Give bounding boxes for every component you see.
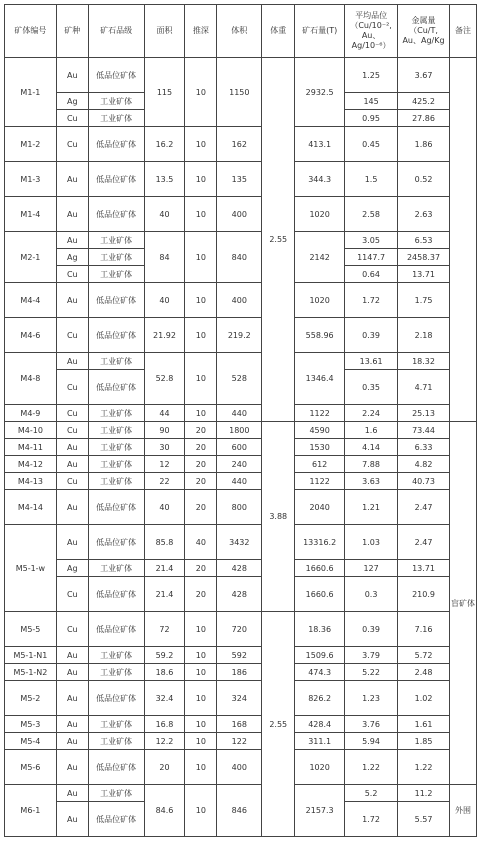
cell-area: 22 (144, 473, 185, 490)
cell-metal: Au (56, 785, 88, 802)
cell-area: 21.4 (144, 560, 185, 577)
cell-metal-amount: 2.47 (398, 490, 450, 525)
cell-depth: 10 (185, 716, 217, 733)
table-row (5, 456, 477, 473)
table-row (5, 681, 477, 716)
cell-volume: 400 (217, 283, 262, 318)
cell-volume: 1150 (217, 58, 262, 127)
cell-area: 20 (144, 750, 185, 785)
table-row (5, 560, 477, 577)
cell-avg-grade: 7.88 (345, 456, 398, 473)
cell-ore-amount: 1020 (295, 750, 345, 785)
cell-area: 30 (144, 439, 185, 456)
cell-metal: Au (56, 490, 88, 525)
cell-metal: Cu (56, 127, 88, 162)
cell-metal-amount: 6.33 (398, 439, 450, 456)
cell-avg-grade: 0.35 (345, 370, 398, 405)
cell-metal: Cu (56, 577, 88, 612)
cell-ore-amount: 1122 (295, 405, 345, 422)
cell-grade-class: 低品位矿体 (88, 802, 144, 837)
cell-volume: 219.2 (217, 318, 262, 353)
cell-volume: 240 (217, 456, 262, 473)
cell-metal: Ag (56, 249, 88, 266)
cell-ore-id: M4-14 (5, 490, 57, 525)
cell-ore-amount: 13316.2 (295, 525, 345, 560)
cell-area: 18.6 (144, 664, 185, 681)
table-row (5, 439, 477, 456)
cell-ore-amount: 18.36 (295, 612, 345, 647)
cell-metal: Au (56, 716, 88, 733)
cell-metal-amount: 210.9 (398, 577, 450, 612)
cell-grade-class: 低品位矿体 (88, 162, 144, 197)
cell-ore-amount: 1020 (295, 283, 345, 318)
cell-avg-grade: 3.79 (345, 647, 398, 664)
cell-volume: 840 (217, 232, 262, 283)
cell-ore-amount: 413.1 (295, 127, 345, 162)
cell-metal: Cu (56, 422, 88, 439)
header-ore-id: 矿体编号 (5, 5, 57, 58)
cell-area: 12 (144, 456, 185, 473)
cell-depth: 10 (185, 197, 217, 232)
cell-volume: 720 (217, 612, 262, 647)
cell-depth: 20 (185, 439, 217, 456)
cell-depth: 20 (185, 577, 217, 612)
table-row (5, 353, 477, 370)
cell-ore-id: M5-6 (5, 750, 57, 785)
cell-metal-amount: 2.48 (398, 664, 450, 681)
cell-ore-id: M5-4 (5, 733, 57, 750)
cell-metal: Cu (56, 266, 88, 283)
cell-volume: 528 (217, 353, 262, 405)
cell-volume: 440 (217, 473, 262, 490)
cell-ore-id: M4-10 (5, 422, 57, 439)
cell-depth: 10 (185, 733, 217, 750)
cell-metal: Cu (56, 110, 88, 127)
cell-grade-class: 工业矿体 (88, 664, 144, 681)
cell-avg-grade: 1.6 (345, 422, 398, 439)
cell-metal-amount: 1.22 (398, 750, 450, 785)
table-row (5, 525, 477, 560)
cell-grade-class: 工业矿体 (88, 473, 144, 490)
cell-avg-grade: 0.95 (345, 110, 398, 127)
cell-metal-amount: 6.53 (398, 232, 450, 249)
cell-metal: Cu (56, 318, 88, 353)
cell-volume: 800 (217, 490, 262, 525)
cell-density: 3.88 (262, 422, 295, 612)
table-row (5, 318, 477, 353)
header-grade-class: 矿石品级 (88, 5, 144, 58)
header-metal: 矿种 (56, 5, 88, 58)
table-row (5, 785, 477, 802)
cell-metal: Au (56, 353, 88, 370)
cell-area: 84.6 (144, 785, 185, 837)
cell-grade-class: 工业矿体 (88, 422, 144, 439)
cell-ore-id: M1-2 (5, 127, 57, 162)
cell-depth: 20 (185, 473, 217, 490)
cell-ore-amount: 1660.6 (295, 560, 345, 577)
cell-depth: 10 (185, 681, 217, 716)
cell-metal-amount: 4.71 (398, 370, 450, 405)
cell-avg-grade: 127 (345, 560, 398, 577)
cell-volume: 122 (217, 733, 262, 750)
cell-area: 32.4 (144, 681, 185, 716)
cell-avg-grade: 1.21 (345, 490, 398, 525)
cell-area: 72 (144, 612, 185, 647)
cell-depth: 20 (185, 490, 217, 525)
cell-avg-grade: 4.14 (345, 439, 398, 456)
table-row (5, 127, 477, 162)
cell-metal-amount: 5.57 (398, 802, 450, 837)
cell-grade-class: 工业矿体 (88, 716, 144, 733)
cell-depth: 10 (185, 58, 217, 127)
cell-ore-amount: 1660.6 (295, 577, 345, 612)
cell-metal: Ag (56, 93, 88, 110)
cell-grade-class: 低品位矿体 (88, 750, 144, 785)
cell-avg-grade: 145 (345, 93, 398, 110)
cell-metal: Au (56, 733, 88, 750)
cell-metal-amount: 7.16 (398, 612, 450, 647)
cell-volume: 3432 (217, 525, 262, 560)
table-row (5, 647, 477, 664)
cell-volume: 135 (217, 162, 262, 197)
cell-ore-amount: 428.4 (295, 716, 345, 733)
cell-volume: 1800 (217, 422, 262, 439)
cell-avg-grade: 1.72 (345, 283, 398, 318)
table-row (5, 405, 477, 422)
cell-depth: 10 (185, 283, 217, 318)
cell-metal: Au (56, 232, 88, 249)
cell-volume: 428 (217, 560, 262, 577)
header-row (5, 5, 477, 58)
cell-metal: Au (56, 664, 88, 681)
cell-ore-id: M5-2 (5, 681, 57, 716)
cell-metal: Au (56, 58, 88, 93)
cell-remark (449, 58, 476, 422)
table-row (5, 473, 477, 490)
cell-metal-amount: 1.61 (398, 716, 450, 733)
cell-ore-amount: 2040 (295, 490, 345, 525)
header-ore-amount: 矿石量(T) (295, 5, 345, 58)
cell-avg-grade: 1.22 (345, 750, 398, 785)
cell-avg-grade: 13.61 (345, 353, 398, 370)
cell-ore-amount: 826.2 (295, 681, 345, 716)
cell-area: 90 (144, 422, 185, 439)
cell-metal: Au (56, 802, 88, 837)
cell-grade-class: 低品位矿体 (88, 681, 144, 716)
cell-metal: Ag (56, 560, 88, 577)
cell-area: 13.5 (144, 162, 185, 197)
table-row (5, 58, 477, 93)
cell-grade-class: 低品位矿体 (88, 525, 144, 560)
cell-depth: 10 (185, 162, 217, 197)
cell-metal: Au (56, 750, 88, 785)
cell-volume: 440 (217, 405, 262, 422)
cell-metal-amount: 4.82 (398, 456, 450, 473)
table-row (5, 716, 477, 733)
cell-metal: Au (56, 162, 88, 197)
cell-metal-amount: 2.18 (398, 318, 450, 353)
cell-metal-amount: 27.86 (398, 110, 450, 127)
cell-grade-class: 低品位矿体 (88, 197, 144, 232)
cell-metal: Au (56, 681, 88, 716)
cell-metal-amount: 11.2 (398, 785, 450, 802)
table-row (5, 577, 477, 612)
cell-ore-id: M1-3 (5, 162, 57, 197)
cell-depth: 40 (185, 525, 217, 560)
cell-remark: 外围 (449, 785, 476, 837)
header-volume: 体积 (217, 5, 262, 58)
cell-area: 52.8 (144, 353, 185, 405)
cell-area: 12.2 (144, 733, 185, 750)
table-row (5, 283, 477, 318)
cell-area: 16.8 (144, 716, 185, 733)
cell-metal-amount: 1.85 (398, 733, 450, 750)
table-row (5, 664, 477, 681)
cell-depth: 10 (185, 232, 217, 283)
cell-avg-grade: 3.05 (345, 232, 398, 249)
cell-grade-class: 工业矿体 (88, 93, 144, 110)
cell-avg-grade: 5.94 (345, 733, 398, 750)
ore-reserve-table-wrapper (4, 4, 477, 837)
cell-ore-amount: 1530 (295, 439, 345, 456)
cell-metal: Au (56, 647, 88, 664)
cell-grade-class: 工业矿体 (88, 353, 144, 370)
cell-avg-grade: 0.3 (345, 577, 398, 612)
cell-avg-grade: 1.72 (345, 802, 398, 837)
header-remark: 备注 (449, 5, 476, 58)
cell-ore-amount: 344.3 (295, 162, 345, 197)
cell-metal: Au (56, 283, 88, 318)
cell-avg-grade: 2.24 (345, 405, 398, 422)
cell-ore-amount: 311.1 (295, 733, 345, 750)
cell-metal: Cu (56, 473, 88, 490)
cell-ore-id: M2-1 (5, 232, 57, 283)
cell-ore-amount: 2142 (295, 232, 345, 283)
cell-ore-id: M4-8 (5, 353, 57, 405)
cell-area: 21.4 (144, 577, 185, 612)
table-row (5, 750, 477, 785)
cell-volume: 400 (217, 750, 262, 785)
ore-reserve-table (4, 4, 477, 837)
cell-metal: Au (56, 456, 88, 473)
cell-grade-class: 工业矿体 (88, 232, 144, 249)
cell-avg-grade: 0.39 (345, 318, 398, 353)
cell-ore-id: M5-1-N2 (5, 664, 57, 681)
cell-density: 2.55 (262, 58, 295, 422)
cell-depth: 20 (185, 456, 217, 473)
cell-grade-class: 低品位矿体 (88, 58, 144, 93)
header-depth: 推深 (185, 5, 217, 58)
cell-metal-amount: 1.75 (398, 283, 450, 318)
cell-metal-amount: 0.52 (398, 162, 450, 197)
cell-grade-class: 工业矿体 (88, 733, 144, 750)
cell-density: 2.55 (262, 612, 295, 837)
cell-area: 40 (144, 197, 185, 232)
cell-grade-class: 低品位矿体 (88, 283, 144, 318)
cell-ore-amount: 558.96 (295, 318, 345, 353)
cell-depth: 10 (185, 405, 217, 422)
cell-grade-class: 低品位矿体 (88, 577, 144, 612)
cell-ore-id: M4-12 (5, 456, 57, 473)
cell-avg-grade: 5.2 (345, 785, 398, 802)
cell-ore-id: M5-5 (5, 612, 57, 647)
cell-avg-grade: 1147.7 (345, 249, 398, 266)
table-row (5, 232, 477, 249)
cell-grade-class: 低品位矿体 (88, 612, 144, 647)
table-row (5, 162, 477, 197)
cell-grade-class: 低品位矿体 (88, 370, 144, 405)
cell-depth: 10 (185, 318, 217, 353)
cell-ore-amount: 2932.5 (295, 58, 345, 127)
header-density: 体重 (262, 5, 295, 58)
cell-ore-amount: 612 (295, 456, 345, 473)
cell-metal: Cu (56, 612, 88, 647)
cell-avg-grade: 1.23 (345, 681, 398, 716)
cell-depth: 10 (185, 127, 217, 162)
cell-depth: 10 (185, 664, 217, 681)
cell-avg-grade: 3.76 (345, 716, 398, 733)
cell-remark: 盲矿体 (449, 422, 476, 785)
cell-ore-id: M4-13 (5, 473, 57, 490)
cell-avg-grade: 1.03 (345, 525, 398, 560)
cell-metal-amount: 40.73 (398, 473, 450, 490)
cell-metal-amount: 73.44 (398, 422, 450, 439)
cell-depth: 20 (185, 422, 217, 439)
cell-avg-grade: 0.64 (345, 266, 398, 283)
cell-metal-amount: 2458.37 (398, 249, 450, 266)
cell-area: 16.2 (144, 127, 185, 162)
cell-metal-amount: 13.71 (398, 266, 450, 283)
cell-ore-amount: 1020 (295, 197, 345, 232)
table-row (5, 490, 477, 525)
cell-grade-class: 工业矿体 (88, 249, 144, 266)
cell-ore-id: M5-1-w (5, 525, 57, 612)
table-row (5, 197, 477, 232)
cell-depth: 10 (185, 750, 217, 785)
cell-ore-id: M5-1-N1 (5, 647, 57, 664)
cell-ore-id: M4-9 (5, 405, 57, 422)
cell-ore-id: M1-1 (5, 58, 57, 127)
cell-metal-amount: 2.47 (398, 525, 450, 560)
cell-ore-id: M4-11 (5, 439, 57, 456)
cell-metal-amount: 25.13 (398, 405, 450, 422)
cell-volume: 600 (217, 439, 262, 456)
cell-avg-grade: 0.39 (345, 612, 398, 647)
cell-avg-grade: 5.22 (345, 664, 398, 681)
cell-metal-amount: 3.67 (398, 58, 450, 93)
cell-area: 85.8 (144, 525, 185, 560)
cell-grade-class: 工业矿体 (88, 110, 144, 127)
cell-grade-class: 工业矿体 (88, 266, 144, 283)
cell-ore-id: M4-6 (5, 318, 57, 353)
cell-volume: 428 (217, 577, 262, 612)
cell-avg-grade: 2.58 (345, 197, 398, 232)
cell-metal: Au (56, 197, 88, 232)
table-row (5, 612, 477, 647)
cell-metal-amount: 425.2 (398, 93, 450, 110)
cell-metal: Cu (56, 370, 88, 405)
cell-grade-class: 工业矿体 (88, 785, 144, 802)
cell-ore-amount: 1346.4 (295, 353, 345, 405)
cell-grade-class: 低品位矿体 (88, 127, 144, 162)
cell-area: 44 (144, 405, 185, 422)
cell-volume: 162 (217, 127, 262, 162)
cell-metal-amount: 2.63 (398, 197, 450, 232)
cell-ore-amount: 1509.6 (295, 647, 345, 664)
cell-grade-class: 工业矿体 (88, 405, 144, 422)
cell-depth: 10 (185, 353, 217, 405)
cell-grade-class: 工业矿体 (88, 456, 144, 473)
cell-volume: 592 (217, 647, 262, 664)
header-avg-grade: 平均品位（Cu/10⁻², Au、Ag/10⁻⁶） (345, 5, 398, 58)
cell-ore-amount: 4590 (295, 422, 345, 439)
cell-volume: 186 (217, 664, 262, 681)
cell-area: 59.2 (144, 647, 185, 664)
cell-ore-id: M1-4 (5, 197, 57, 232)
cell-area: 84 (144, 232, 185, 283)
cell-grade-class: 工业矿体 (88, 560, 144, 577)
cell-area: 115 (144, 58, 185, 127)
cell-volume: 168 (217, 716, 262, 733)
cell-volume: 400 (217, 197, 262, 232)
cell-ore-amount: 474.3 (295, 664, 345, 681)
table-row (5, 422, 477, 439)
cell-metal: Au (56, 525, 88, 560)
table-row (5, 733, 477, 750)
header-area: 面积 (144, 5, 185, 58)
cell-grade-class: 工业矿体 (88, 647, 144, 664)
cell-ore-id: M4-4 (5, 283, 57, 318)
cell-depth: 10 (185, 785, 217, 837)
cell-avg-grade: 3.63 (345, 473, 398, 490)
cell-ore-amount: 1122 (295, 473, 345, 490)
cell-ore-id: M5-3 (5, 716, 57, 733)
cell-volume: 846 (217, 785, 262, 837)
cell-avg-grade: 0.45 (345, 127, 398, 162)
cell-grade-class: 工业矿体 (88, 439, 144, 456)
cell-metal: Au (56, 439, 88, 456)
cell-metal: Cu (56, 405, 88, 422)
cell-metal-amount: 13.71 (398, 560, 450, 577)
cell-area: 40 (144, 490, 185, 525)
cell-ore-id: M6-1 (5, 785, 57, 837)
cell-avg-grade: 1.25 (345, 58, 398, 93)
cell-metal-amount: 1.86 (398, 127, 450, 162)
cell-grade-class: 低品位矿体 (88, 490, 144, 525)
cell-metal-amount: 18.32 (398, 353, 450, 370)
cell-grade-class: 低品位矿体 (88, 318, 144, 353)
cell-ore-amount: 2157.3 (295, 785, 345, 837)
cell-metal-amount: 5.72 (398, 647, 450, 664)
cell-depth: 10 (185, 612, 217, 647)
cell-area: 40 (144, 283, 185, 318)
cell-metal-amount: 1.02 (398, 681, 450, 716)
cell-avg-grade: 1.5 (345, 162, 398, 197)
cell-depth: 20 (185, 560, 217, 577)
cell-area: 21.92 (144, 318, 185, 353)
cell-depth: 10 (185, 647, 217, 664)
header-metal-amount: 金属量（Cu/T, Au、Ag/Kg (398, 5, 450, 58)
cell-volume: 324 (217, 681, 262, 716)
